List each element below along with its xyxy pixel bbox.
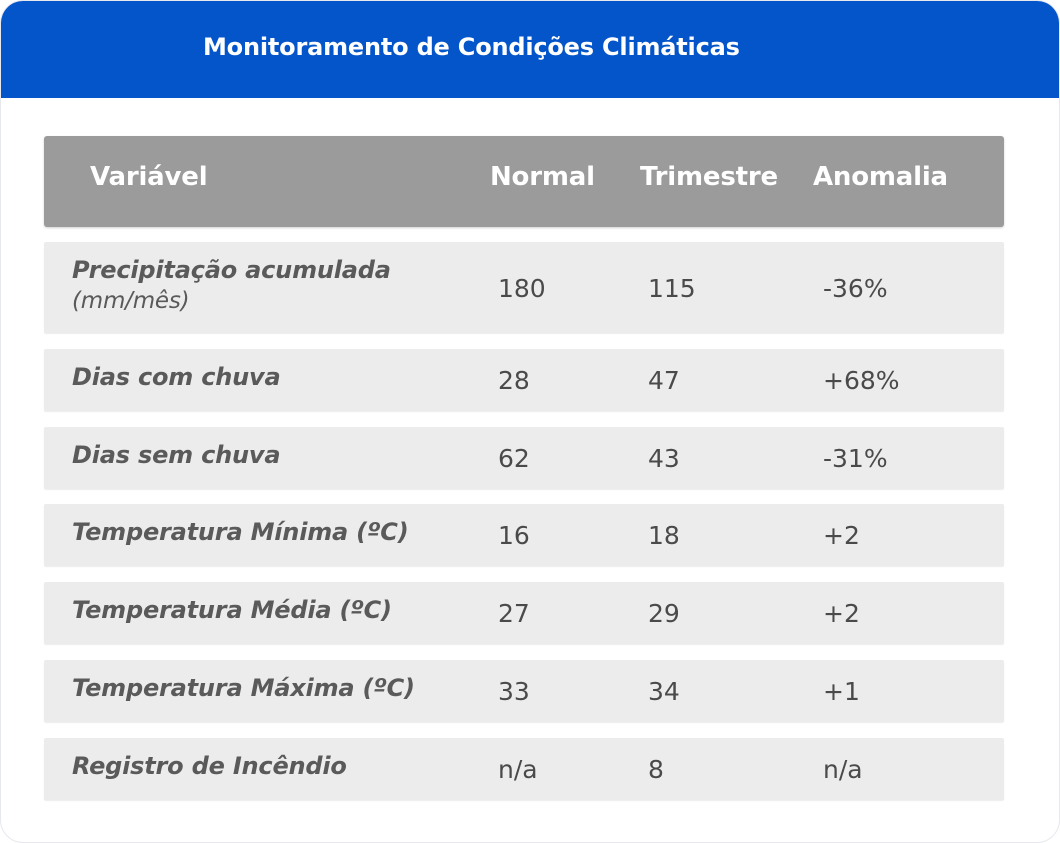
table-header (44, 136, 1004, 227)
climate-table (44, 136, 1004, 784)
cell-anomalia: +2 (823, 599, 860, 628)
cell-anomalia: +68% (823, 366, 900, 395)
row-variable (72, 256, 391, 314)
cell-trimestre: 18 (648, 521, 680, 550)
row-variable-label: Dias sem chuva (72, 441, 281, 469)
row-variable-label: Temperatura Mínima (ºC) (72, 518, 409, 546)
column-header-variavel: Variável (90, 162, 208, 192)
cell-normal: 28 (498, 366, 530, 395)
row-variable-label: Dias com chuva (72, 363, 281, 391)
cell-trimestre: 34 (648, 677, 680, 706)
column-header-anomalia: Anomalia (813, 162, 948, 192)
cell-normal: 16 (498, 521, 530, 550)
cell-trimestre: 29 (648, 599, 680, 628)
card-header (1, 1, 1059, 98)
cell-anomalia: n/a (823, 755, 863, 784)
table-row (44, 660, 1004, 722)
cell-trimestre: 115 (648, 274, 696, 303)
cell-trimestre: 43 (648, 444, 680, 473)
cell-normal: 62 (498, 444, 530, 473)
table-row (44, 242, 1004, 333)
row-variable-label: Precipitação acumulada (72, 256, 391, 284)
row-variable-label: Temperatura Máxima (ºC) (72, 674, 415, 702)
row-variable-unit: (mm/mês) (72, 288, 190, 314)
cell-anomalia: -36% (823, 274, 888, 303)
cell-normal: 180 (498, 274, 546, 303)
cell-normal: n/a (498, 755, 538, 784)
row-variable-label: Temperatura Média (ºC) (72, 596, 392, 624)
climate-monitoring-card (1, 1, 1059, 842)
cell-anomalia: +1 (823, 677, 860, 706)
table-row (44, 427, 1004, 489)
column-header-trimestre: Trimestre (640, 162, 778, 192)
cell-normal: 33 (498, 677, 530, 706)
row-variable-label: Registro de Incêndio (72, 752, 347, 780)
cell-trimestre: 47 (648, 366, 680, 395)
table-row (44, 504, 1004, 566)
table-row (44, 738, 1004, 800)
table-row (44, 349, 1004, 411)
column-header-normal: Normal (490, 162, 595, 192)
cell-normal: 27 (498, 599, 530, 628)
cell-anomalia: +2 (823, 521, 860, 550)
cell-anomalia: -31% (823, 444, 888, 473)
table-row (44, 582, 1004, 644)
cell-trimestre: 8 (648, 755, 664, 784)
page-title: Monitoramento de Condições Climáticas (203, 33, 740, 61)
